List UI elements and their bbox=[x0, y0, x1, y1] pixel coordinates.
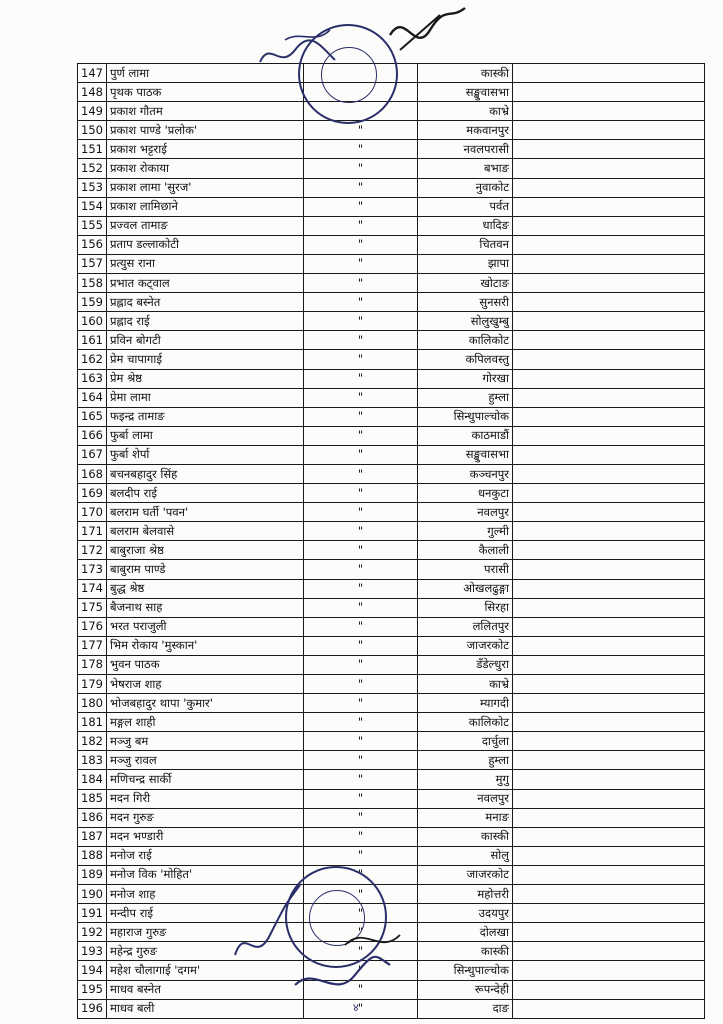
signature-cell bbox=[513, 102, 705, 121]
table-row bbox=[78, 159, 705, 178]
row-number: 155 bbox=[78, 216, 107, 235]
row-number: 173 bbox=[78, 560, 107, 579]
signature-cell bbox=[513, 961, 705, 980]
signature-cell bbox=[513, 694, 705, 713]
member-name: मङ्गल शाही bbox=[107, 713, 304, 732]
signature-cell bbox=[513, 83, 705, 102]
signature-cell bbox=[513, 140, 705, 159]
member-name: मञ्जु बम bbox=[107, 732, 304, 751]
signature-cell bbox=[513, 617, 705, 636]
district-name: मनाङ bbox=[418, 808, 513, 827]
signature-cell bbox=[513, 312, 705, 331]
row-number: 174 bbox=[78, 579, 107, 598]
district-name: कञ्चनपुर bbox=[418, 464, 513, 483]
district-name: डँडेल्धुरा bbox=[418, 655, 513, 674]
row-number: 194 bbox=[78, 961, 107, 980]
district-name: गुल्मी bbox=[418, 522, 513, 541]
district-name: चितवन bbox=[418, 235, 513, 254]
ditto-mark: " bbox=[304, 159, 418, 178]
ditto-mark: " bbox=[304, 121, 418, 140]
table-row bbox=[78, 732, 705, 751]
member-name: भरत पराजुली bbox=[107, 617, 304, 636]
member-name: प्रेम श्रेष्ठ bbox=[107, 369, 304, 388]
district-name: म्यागदी bbox=[418, 694, 513, 713]
district-name: खोटाङ bbox=[418, 274, 513, 293]
district-name: जाजरकोट bbox=[418, 865, 513, 884]
member-name: भिम रोकाय 'मुस्कान' bbox=[107, 636, 304, 655]
signature-cell bbox=[513, 789, 705, 808]
signature-cell bbox=[513, 484, 705, 503]
ditto-mark: " bbox=[304, 617, 418, 636]
table-row bbox=[78, 789, 705, 808]
table-row bbox=[78, 407, 705, 426]
row-number: 175 bbox=[78, 598, 107, 617]
ditto-mark: " bbox=[304, 579, 418, 598]
signature-cell bbox=[513, 655, 705, 674]
district-name: सोलुखुम्बु bbox=[418, 312, 513, 331]
ditto-mark: " bbox=[304, 350, 418, 369]
ditto-mark: " bbox=[304, 254, 418, 273]
row-number: 190 bbox=[78, 885, 107, 904]
district-name: कास्की bbox=[418, 827, 513, 846]
ditto-mark: " bbox=[304, 694, 418, 713]
ditto-mark: " bbox=[304, 216, 418, 235]
table-row bbox=[78, 312, 705, 331]
ditto-mark: " bbox=[304, 369, 418, 388]
ditto-mark: " bbox=[304, 503, 418, 522]
table-row bbox=[78, 464, 705, 483]
row-number: 152 bbox=[78, 159, 107, 178]
row-number: 185 bbox=[78, 789, 107, 808]
page-number: ४ bbox=[353, 1001, 359, 1014]
district-name: सङ्खुवासभा bbox=[418, 83, 513, 102]
row-number: 191 bbox=[78, 904, 107, 923]
district-name: नवलपरासी bbox=[418, 140, 513, 159]
district-name: गोरखा bbox=[418, 369, 513, 388]
table-row bbox=[78, 751, 705, 770]
table-row bbox=[78, 560, 705, 579]
ditto-mark: " bbox=[304, 808, 418, 827]
ditto-mark: " bbox=[304, 961, 418, 980]
member-name: प्रत्युस राना bbox=[107, 254, 304, 273]
member-name: प्रविन बोगटी bbox=[107, 331, 304, 350]
table-row bbox=[78, 541, 705, 560]
signature-cell bbox=[513, 64, 705, 83]
row-number: 196 bbox=[78, 999, 107, 1018]
ditto-mark: " bbox=[304, 999, 418, 1018]
member-name: मन्दीप राई bbox=[107, 904, 304, 923]
row-number: 182 bbox=[78, 732, 107, 751]
row-number: 193 bbox=[78, 942, 107, 961]
row-number: 157 bbox=[78, 254, 107, 273]
signature-cell bbox=[513, 350, 705, 369]
signature-cell bbox=[513, 178, 705, 197]
signature-cell bbox=[513, 885, 705, 904]
signature-cell bbox=[513, 923, 705, 942]
member-name: प्रकाश भट्टराई bbox=[107, 140, 304, 159]
signature-cell bbox=[513, 598, 705, 617]
ditto-mark: " bbox=[304, 178, 418, 197]
row-number: 180 bbox=[78, 694, 107, 713]
ditto-mark: " bbox=[304, 942, 418, 961]
row-number: 187 bbox=[78, 827, 107, 846]
row-number: 169 bbox=[78, 484, 107, 503]
ditto-mark: " bbox=[304, 388, 418, 407]
row-number: 160 bbox=[78, 312, 107, 331]
signature-cell bbox=[513, 407, 705, 426]
district-name: कास्की bbox=[418, 942, 513, 961]
signature-top bbox=[240, 0, 470, 80]
row-number: 148 bbox=[78, 83, 107, 102]
signature-cell bbox=[513, 388, 705, 407]
row-number: 171 bbox=[78, 522, 107, 541]
row-number: 163 bbox=[78, 369, 107, 388]
row-number: 188 bbox=[78, 846, 107, 865]
table-row bbox=[78, 617, 705, 636]
row-number: 178 bbox=[78, 655, 107, 674]
member-name: प्रेम चापागाई bbox=[107, 350, 304, 369]
row-number: 166 bbox=[78, 426, 107, 445]
signature-cell bbox=[513, 865, 705, 884]
member-name: प्रह्लाद राई bbox=[107, 312, 304, 331]
district-name: पर्वत bbox=[418, 197, 513, 216]
district-name: मुगु bbox=[418, 770, 513, 789]
member-name: फुर्बा शेर्पा bbox=[107, 445, 304, 464]
district-name: नवलपुर bbox=[418, 789, 513, 808]
signature-cell bbox=[513, 579, 705, 598]
signature-cell bbox=[513, 675, 705, 694]
table-row bbox=[78, 675, 705, 694]
member-name: भेषराज शाह bbox=[107, 675, 304, 694]
signature-cell bbox=[513, 827, 705, 846]
district-name: कालिकोट bbox=[418, 331, 513, 350]
district-name: सिन्धुपाल्चोक bbox=[418, 961, 513, 980]
ditto-mark: " bbox=[304, 636, 418, 655]
row-number: 158 bbox=[78, 274, 107, 293]
member-name: मनोज विक 'मोहित' bbox=[107, 865, 304, 884]
signature-cell bbox=[513, 808, 705, 827]
member-name: प्रकाश लामिछाने bbox=[107, 197, 304, 216]
table-row bbox=[78, 121, 705, 140]
member-name: बाबुराजा श्रेष्ठ bbox=[107, 541, 304, 560]
member-name: मदन गिरी bbox=[107, 789, 304, 808]
district-name: मकवानपुर bbox=[418, 121, 513, 140]
member-name: महेश चौलागाई 'दगम' bbox=[107, 961, 304, 980]
ditto-mark: " bbox=[304, 923, 418, 942]
ditto-mark: " bbox=[304, 464, 418, 483]
row-number: 179 bbox=[78, 675, 107, 694]
table-row bbox=[78, 636, 705, 655]
district-name: दार्चुला bbox=[418, 732, 513, 751]
table-row bbox=[78, 235, 705, 254]
district-name: कास्की bbox=[418, 64, 513, 83]
table-row bbox=[78, 770, 705, 789]
signature-cell bbox=[513, 197, 705, 216]
row-number: 156 bbox=[78, 235, 107, 254]
row-number: 184 bbox=[78, 770, 107, 789]
district-name: हुम्ला bbox=[418, 388, 513, 407]
member-name: प्रभात कट्वाल bbox=[107, 274, 304, 293]
row-number: 195 bbox=[78, 980, 107, 999]
member-name: महाराज गुरुङ bbox=[107, 923, 304, 942]
district-name: ललितपुर bbox=[418, 617, 513, 636]
signature-cell bbox=[513, 732, 705, 751]
signature-cell bbox=[513, 331, 705, 350]
table-row bbox=[78, 713, 705, 732]
member-name: भोजबहादुर थापा 'कुमार' bbox=[107, 694, 304, 713]
ditto-mark: " bbox=[304, 140, 418, 159]
table-row bbox=[78, 140, 705, 159]
district-name: काभ्रे bbox=[418, 675, 513, 694]
table-row bbox=[78, 694, 705, 713]
district-name: सङ्खुवासभा bbox=[418, 445, 513, 464]
member-name: प्रकाश गौतम bbox=[107, 102, 304, 121]
signature-cell bbox=[513, 770, 705, 789]
ditto-mark: " bbox=[304, 789, 418, 808]
member-name: प्रज्वल तामाङ bbox=[107, 216, 304, 235]
table-row bbox=[78, 598, 705, 617]
row-number: 177 bbox=[78, 636, 107, 655]
table-row bbox=[78, 350, 705, 369]
district-name: काभ्रे bbox=[418, 102, 513, 121]
row-number: 167 bbox=[78, 445, 107, 464]
row-number: 186 bbox=[78, 808, 107, 827]
signature-cell bbox=[513, 369, 705, 388]
district-name: दाङ bbox=[418, 999, 513, 1018]
row-number: 168 bbox=[78, 464, 107, 483]
ditto-mark: " bbox=[304, 904, 418, 923]
row-number: 149 bbox=[78, 102, 107, 121]
signature-cell bbox=[513, 293, 705, 312]
ditto-mark: " bbox=[304, 560, 418, 579]
signature-cell bbox=[513, 464, 705, 483]
signature-cell bbox=[513, 904, 705, 923]
signature-cell bbox=[513, 999, 705, 1018]
district-name: सोलु bbox=[418, 846, 513, 865]
row-number: 181 bbox=[78, 713, 107, 732]
member-name: माधव बली bbox=[107, 999, 304, 1018]
member-name: बैजनाथ साह bbox=[107, 598, 304, 617]
ditto-mark: " bbox=[304, 293, 418, 312]
member-name: बलदीप राई bbox=[107, 484, 304, 503]
signature-cell bbox=[513, 254, 705, 273]
member-name: प्रकाश लामा 'सुरज' bbox=[107, 178, 304, 197]
signature-cell bbox=[513, 541, 705, 560]
district-name: उदयपुर bbox=[418, 904, 513, 923]
district-name: जाजरकोट bbox=[418, 636, 513, 655]
ditto-mark: " bbox=[304, 197, 418, 216]
row-number: 170 bbox=[78, 503, 107, 522]
signature-cell bbox=[513, 159, 705, 178]
ditto-mark: " bbox=[304, 312, 418, 331]
district-name: नुवाकोट bbox=[418, 178, 513, 197]
ditto-mark: " bbox=[304, 885, 418, 904]
ditto-mark: " bbox=[304, 770, 418, 789]
district-name: हुम्ला bbox=[418, 751, 513, 770]
district-name: कालिकोट bbox=[418, 713, 513, 732]
table-row bbox=[78, 846, 705, 865]
district-name: सिरहा bbox=[418, 598, 513, 617]
member-name: महेन्द्र गुरुङ bbox=[107, 942, 304, 961]
district-name: ओखलढुङ्गा bbox=[418, 579, 513, 598]
row-number: 153 bbox=[78, 178, 107, 197]
signature-bottom bbox=[225, 865, 425, 995]
table-row bbox=[78, 808, 705, 827]
signature-cell bbox=[513, 846, 705, 865]
table-row bbox=[78, 503, 705, 522]
signature-cell bbox=[513, 980, 705, 999]
member-name: मदन गुरुङ bbox=[107, 808, 304, 827]
district-name: बभाङ bbox=[418, 159, 513, 178]
ditto-mark: " bbox=[304, 235, 418, 254]
district-name: कैलाली bbox=[418, 541, 513, 560]
ditto-mark: " bbox=[304, 713, 418, 732]
row-number: 165 bbox=[78, 407, 107, 426]
table-row bbox=[78, 178, 705, 197]
table-row bbox=[78, 999, 705, 1018]
member-name: मणिचन्द्र सार्की bbox=[107, 770, 304, 789]
district-name: धादिङ bbox=[418, 216, 513, 235]
table-row bbox=[78, 254, 705, 273]
row-number: 159 bbox=[78, 293, 107, 312]
row-number: 176 bbox=[78, 617, 107, 636]
table-row bbox=[78, 655, 705, 674]
signature-cell bbox=[513, 503, 705, 522]
member-name: पृथक पाठक bbox=[107, 83, 304, 102]
member-name: मञ्जु रावल bbox=[107, 751, 304, 770]
row-number: 147 bbox=[78, 64, 107, 83]
row-number: 164 bbox=[78, 388, 107, 407]
row-number: 151 bbox=[78, 140, 107, 159]
table-row bbox=[78, 484, 705, 503]
district-name: रूपन्देही bbox=[418, 980, 513, 999]
table-row bbox=[78, 426, 705, 445]
member-name: बचनबहादुर सिंह bbox=[107, 464, 304, 483]
table-row bbox=[78, 388, 705, 407]
district-name: दोलखा bbox=[418, 923, 513, 942]
row-number: 154 bbox=[78, 197, 107, 216]
ditto-mark: " bbox=[304, 732, 418, 751]
ditto-mark: " bbox=[304, 846, 418, 865]
ditto-mark: " bbox=[304, 331, 418, 350]
table-row bbox=[78, 445, 705, 464]
member-name: फुर्बा लामा bbox=[107, 426, 304, 445]
signature-cell bbox=[513, 274, 705, 293]
signature-cell bbox=[513, 426, 705, 445]
table-row bbox=[78, 197, 705, 216]
ditto-mark: " bbox=[304, 522, 418, 541]
ditto-mark: " bbox=[304, 865, 418, 884]
member-name: मनोज शाह bbox=[107, 885, 304, 904]
signature-cell bbox=[513, 522, 705, 541]
ditto-mark: " bbox=[304, 426, 418, 445]
district-name: कपिलवस्तु bbox=[418, 350, 513, 369]
member-name: माधव बस्नेत bbox=[107, 980, 304, 999]
row-number: 150 bbox=[78, 121, 107, 140]
member-name: पुर्ण लामा bbox=[107, 64, 304, 83]
ditto-mark: " bbox=[304, 484, 418, 503]
signature-cell bbox=[513, 713, 705, 732]
district-name: सिन्धुपाल्चोक bbox=[418, 407, 513, 426]
ditto-mark: " bbox=[304, 751, 418, 770]
ditto-mark: " bbox=[304, 598, 418, 617]
ditto-mark: " bbox=[304, 445, 418, 464]
signature-cell bbox=[513, 235, 705, 254]
member-name: प्रह्लाद बस्नेत bbox=[107, 293, 304, 312]
district-name: काठमाडौं bbox=[418, 426, 513, 445]
signature-cell bbox=[513, 751, 705, 770]
ditto-mark: " bbox=[304, 675, 418, 694]
district-name: परासी bbox=[418, 560, 513, 579]
district-name: झापा bbox=[418, 254, 513, 273]
ditto-mark: " bbox=[304, 541, 418, 560]
member-name: बाबुराम पाण्डे bbox=[107, 560, 304, 579]
member-name: प्रेमा लामा bbox=[107, 388, 304, 407]
table-row bbox=[78, 827, 705, 846]
row-number: 192 bbox=[78, 923, 107, 942]
member-name: मनोज राई bbox=[107, 846, 304, 865]
member-name: फइन्द्र तामाङ bbox=[107, 407, 304, 426]
district-name: महोत्तरी bbox=[418, 885, 513, 904]
district-name: धनकुटा bbox=[418, 484, 513, 503]
ditto-mark: " bbox=[304, 274, 418, 293]
district-name: सुनसरी bbox=[418, 293, 513, 312]
table-row bbox=[78, 293, 705, 312]
ditto-mark: " bbox=[304, 827, 418, 846]
ditto-mark: " bbox=[304, 980, 418, 999]
signature-cell bbox=[513, 216, 705, 235]
table-row bbox=[78, 369, 705, 388]
ditto-mark: " bbox=[304, 655, 418, 674]
table-row bbox=[78, 579, 705, 598]
signature-cell bbox=[513, 445, 705, 464]
signature-cell bbox=[513, 121, 705, 140]
member-name: बुद्ध श्रेष्ठ bbox=[107, 579, 304, 598]
member-name: प्रकाश रोकाया bbox=[107, 159, 304, 178]
row-number: 161 bbox=[78, 331, 107, 350]
district-name: नवलपुर bbox=[418, 503, 513, 522]
member-name: प्रताप डल्लाकोटी bbox=[107, 235, 304, 254]
table-row bbox=[78, 216, 705, 235]
row-number: 183 bbox=[78, 751, 107, 770]
table-row bbox=[78, 102, 705, 121]
table-row bbox=[78, 274, 705, 293]
member-name: भुवन पाठक bbox=[107, 655, 304, 674]
ditto-mark: " bbox=[304, 407, 418, 426]
row-number: 162 bbox=[78, 350, 107, 369]
signature-cell bbox=[513, 560, 705, 579]
signature-cell bbox=[513, 942, 705, 961]
member-name: मदन भण्डारी bbox=[107, 827, 304, 846]
member-name: प्रकाश पाण्डे 'प्रलोक' bbox=[107, 121, 304, 140]
table-row bbox=[78, 522, 705, 541]
member-name: बलराम बेलवासे bbox=[107, 522, 304, 541]
table-row bbox=[78, 331, 705, 350]
member-name: बलराम घर्ती 'पवन' bbox=[107, 503, 304, 522]
row-number: 189 bbox=[78, 865, 107, 884]
row-number: 172 bbox=[78, 541, 107, 560]
signature-cell bbox=[513, 636, 705, 655]
